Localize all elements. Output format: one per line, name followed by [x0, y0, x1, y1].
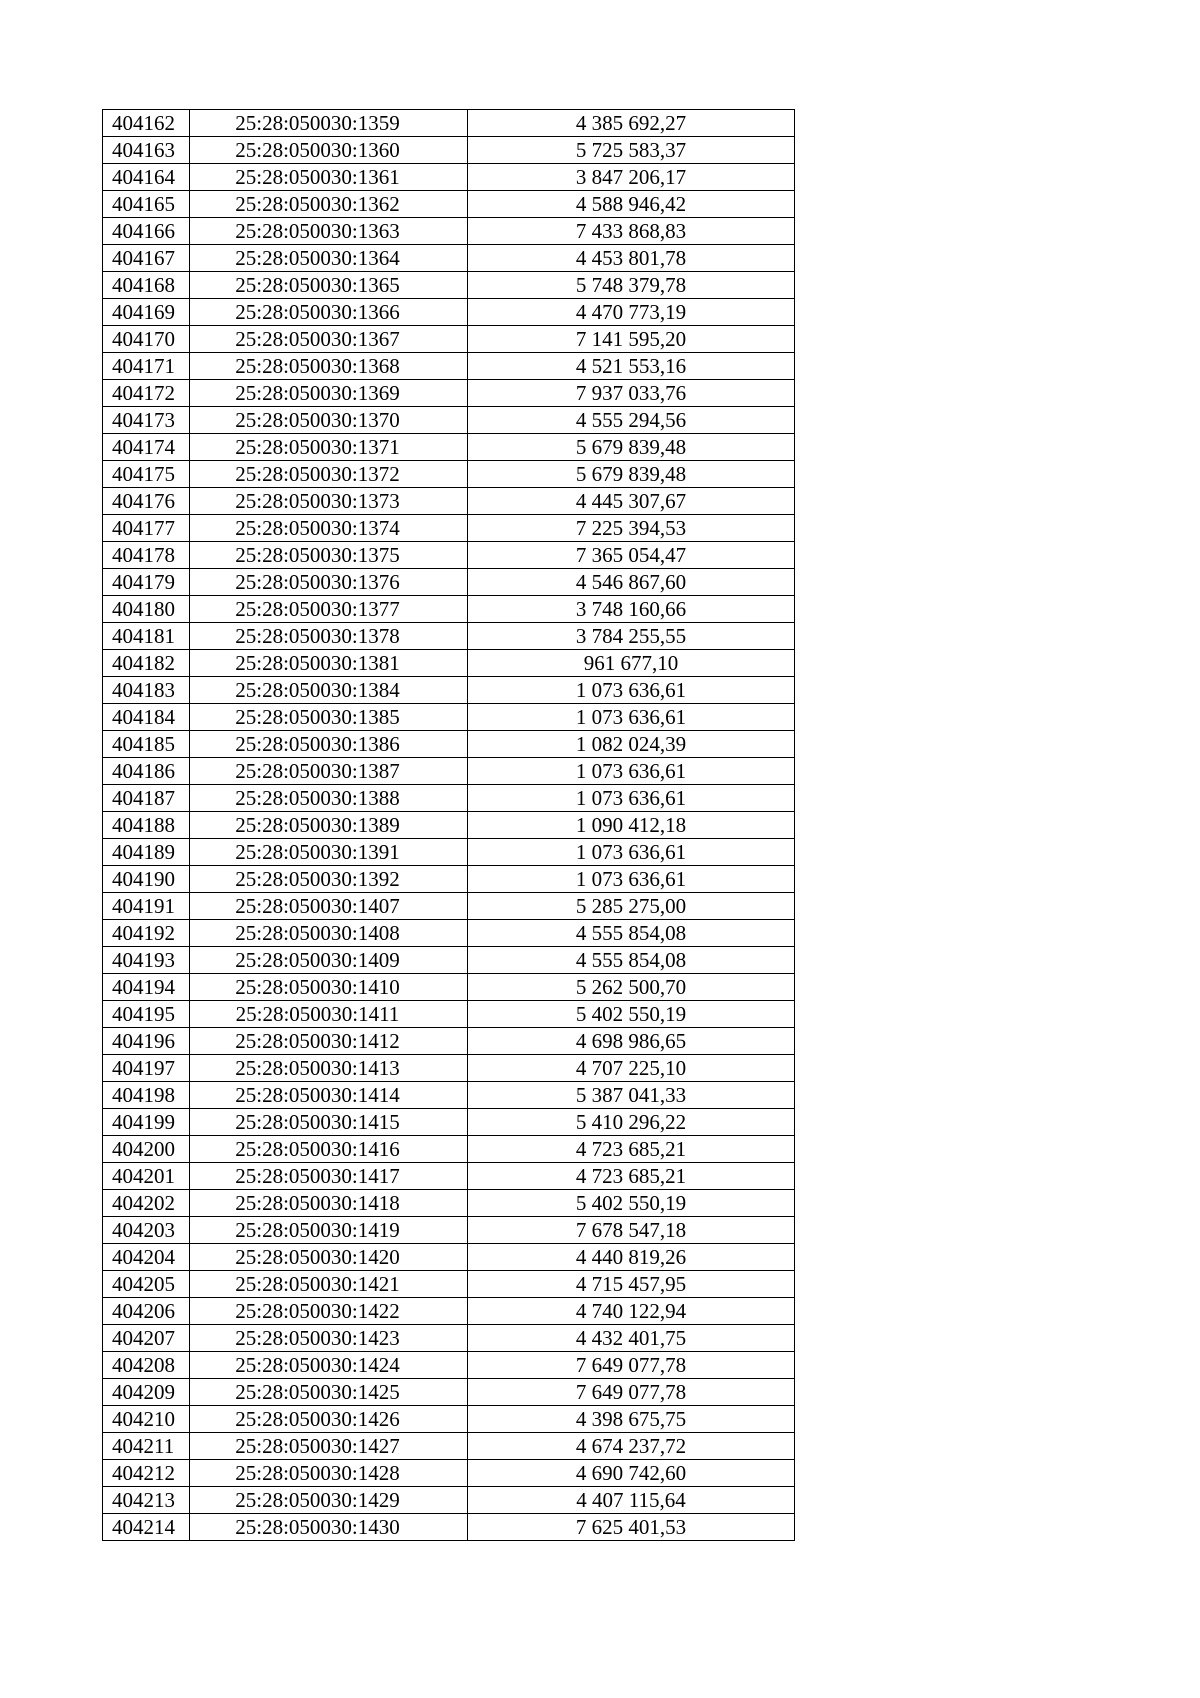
cadastral-number-cell: 25:28:050030:1413: [190, 1055, 468, 1082]
cadastral-value-cell: 4 588 946,42: [468, 191, 795, 218]
table-row: [103, 1163, 795, 1190]
cadastral-value-cell: 7 937 033,76: [468, 380, 795, 407]
table-row: [103, 218, 795, 245]
row-number-cell: 404200: [103, 1136, 190, 1163]
row-number-cell: 404176: [103, 488, 190, 515]
table-row: [103, 1217, 795, 1244]
cadastral-number-cell: 25:28:050030:1425: [190, 1379, 468, 1406]
row-number-cell: 404185: [103, 731, 190, 758]
row-number-cell: 404180: [103, 596, 190, 623]
cadastral-number-cell: 25:28:050030:1388: [190, 785, 468, 812]
cadastral-value-cell: 4 740 122,94: [468, 1298, 795, 1325]
row-number-cell: 404179: [103, 569, 190, 596]
cadastral-value-cell: 7 625 401,53: [468, 1514, 795, 1541]
cadastral-number-cell: 25:28:050030:1407: [190, 893, 468, 920]
cadastral-number-cell: 25:28:050030:1386: [190, 731, 468, 758]
cadastral-value-cell: 961 677,10: [468, 650, 795, 677]
row-number-cell: 404175: [103, 461, 190, 488]
table-row: [103, 1352, 795, 1379]
cadastral-number-cell: 25:28:050030:1416: [190, 1136, 468, 1163]
cadastral-value-cell: 1 090 412,18: [468, 812, 795, 839]
table-body: [103, 110, 795, 1541]
cadastral-value-cell: 1 073 636,61: [468, 785, 795, 812]
row-number-cell: 404205: [103, 1271, 190, 1298]
cadastral-value-cell: 5 387 041,33: [468, 1082, 795, 1109]
row-number-cell: 404171: [103, 353, 190, 380]
cadastral-value-cell: 7 433 868,83: [468, 218, 795, 245]
row-number-cell: 404199: [103, 1109, 190, 1136]
cadastral-number-cell: 25:28:050030:1362: [190, 191, 468, 218]
row-number-cell: 404166: [103, 218, 190, 245]
cadastral-value-cell: 5 725 583,37: [468, 137, 795, 164]
cadastral-value-table: [102, 109, 795, 1541]
cadastral-value-cell: 4 555 854,08: [468, 920, 795, 947]
table-row: [103, 677, 795, 704]
table-row: [103, 1109, 795, 1136]
row-number-cell: 404174: [103, 434, 190, 461]
cadastral-value-cell: 4 453 801,78: [468, 245, 795, 272]
table-row: [103, 758, 795, 785]
table-row: [103, 272, 795, 299]
row-number-cell: 404202: [103, 1190, 190, 1217]
cadastral-number-cell: 25:28:050030:1363: [190, 218, 468, 245]
cadastral-number-cell: 25:28:050030:1410: [190, 974, 468, 1001]
table-row: [103, 1001, 795, 1028]
row-number-cell: 404201: [103, 1163, 190, 1190]
cadastral-value-cell: 1 073 636,61: [468, 866, 795, 893]
cadastral-value-cell: 7 225 394,53: [468, 515, 795, 542]
cadastral-number-cell: 25:28:050030:1360: [190, 137, 468, 164]
table-row: [103, 1190, 795, 1217]
cadastral-value-cell: 4 521 553,16: [468, 353, 795, 380]
table-row: [103, 380, 795, 407]
row-number-cell: 404190: [103, 866, 190, 893]
cadastral-value-cell: 7 365 054,47: [468, 542, 795, 569]
table-row: [103, 1028, 795, 1055]
row-number-cell: 404173: [103, 407, 190, 434]
table-row: [103, 1379, 795, 1406]
row-number-cell: 404183: [103, 677, 190, 704]
table-row: [103, 299, 795, 326]
table-row: [103, 1460, 795, 1487]
row-number-cell: 404203: [103, 1217, 190, 1244]
row-number-cell: 404188: [103, 812, 190, 839]
table-row: [103, 1433, 795, 1460]
table-row: [103, 542, 795, 569]
cadastral-value-cell: 7 649 077,78: [468, 1352, 795, 1379]
cadastral-number-cell: 25:28:050030:1420: [190, 1244, 468, 1271]
cadastral-number-cell: 25:28:050030:1389: [190, 812, 468, 839]
table-row: [103, 407, 795, 434]
row-number-cell: 404164: [103, 164, 190, 191]
row-number-cell: 404189: [103, 839, 190, 866]
row-number-cell: 404186: [103, 758, 190, 785]
cadastral-number-cell: 25:28:050030:1359: [190, 110, 468, 137]
cadastral-value-cell: 5 410 296,22: [468, 1109, 795, 1136]
cadastral-number-cell: 25:28:050030:1392: [190, 866, 468, 893]
table-row: [103, 488, 795, 515]
cadastral-number-cell: 25:28:050030:1366: [190, 299, 468, 326]
cadastral-value-cell: 4 674 237,72: [468, 1433, 795, 1460]
table-row: [103, 920, 795, 947]
row-number-cell: 404191: [103, 893, 190, 920]
cadastral-number-cell: 25:28:050030:1423: [190, 1325, 468, 1352]
cadastral-number-cell: 25:28:050030:1371: [190, 434, 468, 461]
cadastral-number-cell: 25:28:050030:1368: [190, 353, 468, 380]
cadastral-value-cell: 4 698 986,65: [468, 1028, 795, 1055]
cadastral-number-cell: 25:28:050030:1409: [190, 947, 468, 974]
cadastral-value-cell: 4 398 675,75: [468, 1406, 795, 1433]
row-number-cell: 404197: [103, 1055, 190, 1082]
cadastral-number-cell: 25:28:050030:1415: [190, 1109, 468, 1136]
row-number-cell: 404162: [103, 110, 190, 137]
cadastral-number-cell: 25:28:050030:1375: [190, 542, 468, 569]
row-number-cell: 404198: [103, 1082, 190, 1109]
cadastral-number-cell: 25:28:050030:1387: [190, 758, 468, 785]
row-number-cell: 404214: [103, 1514, 190, 1541]
table-row: [103, 866, 795, 893]
cadastral-number-cell: 25:28:050030:1361: [190, 164, 468, 191]
cadastral-number-cell: 25:28:050030:1430: [190, 1514, 468, 1541]
row-number-cell: 404204: [103, 1244, 190, 1271]
row-number-cell: 404195: [103, 1001, 190, 1028]
table-row: [103, 1325, 795, 1352]
row-number-cell: 404211: [103, 1433, 190, 1460]
cadastral-value-cell: 4 407 115,64: [468, 1487, 795, 1514]
cadastral-number-cell: 25:28:050030:1381: [190, 650, 468, 677]
table-row: [103, 245, 795, 272]
cadastral-value-cell: 3 847 206,17: [468, 164, 795, 191]
table-row: [103, 1406, 795, 1433]
table-row: [103, 164, 795, 191]
table-row: [103, 137, 795, 164]
cadastral-value-cell: 4 707 225,10: [468, 1055, 795, 1082]
cadastral-number-cell: 25:28:050030:1364: [190, 245, 468, 272]
cadastral-value-cell: 3 748 160,66: [468, 596, 795, 623]
row-number-cell: 404167: [103, 245, 190, 272]
cadastral-number-cell: 25:28:050030:1376: [190, 569, 468, 596]
cadastral-value-cell: 4 385 692,27: [468, 110, 795, 137]
row-number-cell: 404207: [103, 1325, 190, 1352]
row-number-cell: 404208: [103, 1352, 190, 1379]
cadastral-number-cell: 25:28:050030:1374: [190, 515, 468, 542]
cadastral-number-cell: 25:28:050030:1377: [190, 596, 468, 623]
row-number-cell: 404187: [103, 785, 190, 812]
cadastral-value-cell: 1 073 636,61: [468, 758, 795, 785]
cadastral-value-cell: 4 546 867,60: [468, 569, 795, 596]
cadastral-number-cell: 25:28:050030:1385: [190, 704, 468, 731]
table-row: [103, 191, 795, 218]
row-number-cell: 404192: [103, 920, 190, 947]
cadastral-number-cell: 25:28:050030:1419: [190, 1217, 468, 1244]
table-row: [103, 704, 795, 731]
cadastral-value-cell: 5 262 500,70: [468, 974, 795, 1001]
table-row: [103, 1082, 795, 1109]
row-number-cell: 404196: [103, 1028, 190, 1055]
row-number-cell: 404178: [103, 542, 190, 569]
row-number-cell: 404209: [103, 1379, 190, 1406]
cadastral-value-cell: 4 440 819,26: [468, 1244, 795, 1271]
cadastral-number-cell: 25:28:050030:1418: [190, 1190, 468, 1217]
cadastral-number-cell: 25:28:050030:1369: [190, 380, 468, 407]
cadastral-number-cell: 25:28:050030:1422: [190, 1298, 468, 1325]
cadastral-value-cell: 4 715 457,95: [468, 1271, 795, 1298]
cadastral-number-cell: 25:28:050030:1372: [190, 461, 468, 488]
cadastral-number-cell: 25:28:050030:1411: [190, 1001, 468, 1028]
cadastral-value-cell: 4 445 307,67: [468, 488, 795, 515]
row-number-cell: 404210: [103, 1406, 190, 1433]
table-row: [103, 839, 795, 866]
cadastral-number-cell: 25:28:050030:1414: [190, 1082, 468, 1109]
row-number-cell: 404212: [103, 1460, 190, 1487]
table-row: [103, 1136, 795, 1163]
table-row: [103, 974, 795, 1001]
row-number-cell: 404181: [103, 623, 190, 650]
cadastral-number-cell: 25:28:050030:1367: [190, 326, 468, 353]
cadastral-value-cell: 4 555 854,08: [468, 947, 795, 974]
cadastral-value-cell: 3 784 255,55: [468, 623, 795, 650]
cadastral-value-cell: 1 073 636,61: [468, 677, 795, 704]
cadastral-value-cell: 4 723 685,21: [468, 1136, 795, 1163]
table-row: [103, 1271, 795, 1298]
table-row: [103, 623, 795, 650]
cadastral-value-cell: 1 073 636,61: [468, 704, 795, 731]
cadastral-value-cell: 4 432 401,75: [468, 1325, 795, 1352]
cadastral-number-cell: 25:28:050030:1370: [190, 407, 468, 434]
row-number-cell: 404169: [103, 299, 190, 326]
cadastral-value-cell: 5 679 839,48: [468, 461, 795, 488]
row-number-cell: 404163: [103, 137, 190, 164]
row-number-cell: 404170: [103, 326, 190, 353]
table-row: [103, 326, 795, 353]
table-row: [103, 785, 795, 812]
row-number-cell: 404193: [103, 947, 190, 974]
table-row: [103, 1055, 795, 1082]
cadastral-value-cell: 7 141 595,20: [468, 326, 795, 353]
cadastral-value-cell: 1 082 024,39: [468, 731, 795, 758]
table-row: [103, 1244, 795, 1271]
cadastral-value-cell: 7 649 077,78: [468, 1379, 795, 1406]
cadastral-value-cell: 4 555 294,56: [468, 407, 795, 434]
row-number-cell: 404213: [103, 1487, 190, 1514]
table-row: [103, 731, 795, 758]
cadastral-value-cell: 5 679 839,48: [468, 434, 795, 461]
row-number-cell: 404177: [103, 515, 190, 542]
cadastral-value-cell: 5 402 550,19: [468, 1190, 795, 1217]
table-row: [103, 1298, 795, 1325]
cadastral-value-cell: 7 678 547,18: [468, 1217, 795, 1244]
cadastral-number-cell: 25:28:050030:1427: [190, 1433, 468, 1460]
cadastral-number-cell: 25:28:050030:1428: [190, 1460, 468, 1487]
cadastral-value-cell: 5 748 379,78: [468, 272, 795, 299]
cadastral-number-cell: 25:28:050030:1426: [190, 1406, 468, 1433]
cadastral-number-cell: 25:28:050030:1429: [190, 1487, 468, 1514]
row-number-cell: 404194: [103, 974, 190, 1001]
cadastral-value-cell: 4 723 685,21: [468, 1163, 795, 1190]
row-number-cell: 404172: [103, 380, 190, 407]
table-row: [103, 1514, 795, 1541]
table-row: [103, 596, 795, 623]
cadastral-number-cell: 25:28:050030:1408: [190, 920, 468, 947]
cadastral-value-cell: 1 073 636,61: [468, 839, 795, 866]
cadastral-number-cell: 25:28:050030:1424: [190, 1352, 468, 1379]
table-row: [103, 434, 795, 461]
cadastral-value-cell: 5 402 550,19: [468, 1001, 795, 1028]
cadastral-number-cell: 25:28:050030:1421: [190, 1271, 468, 1298]
table-row: [103, 947, 795, 974]
cadastral-value-cell: 5 285 275,00: [468, 893, 795, 920]
cadastral-number-cell: 25:28:050030:1384: [190, 677, 468, 704]
cadastral-value-cell: 4 470 773,19: [468, 299, 795, 326]
cadastral-number-cell: 25:28:050030:1391: [190, 839, 468, 866]
table-row: [103, 1487, 795, 1514]
table-row: [103, 353, 795, 380]
cadastral-number-cell: 25:28:050030:1417: [190, 1163, 468, 1190]
table-row: [103, 893, 795, 920]
table-row: [103, 515, 795, 542]
cadastral-number-cell: 25:28:050030:1378: [190, 623, 468, 650]
table-row: [103, 461, 795, 488]
row-number-cell: 404206: [103, 1298, 190, 1325]
table-row: [103, 569, 795, 596]
cadastral-number-cell: 25:28:050030:1365: [190, 272, 468, 299]
table-row: [103, 812, 795, 839]
table-row: [103, 650, 795, 677]
row-number-cell: 404165: [103, 191, 190, 218]
cadastral-number-cell: 25:28:050030:1412: [190, 1028, 468, 1055]
row-number-cell: 404168: [103, 272, 190, 299]
table-row: [103, 110, 795, 137]
cadastral-number-cell: 25:28:050030:1373: [190, 488, 468, 515]
row-number-cell: 404184: [103, 704, 190, 731]
row-number-cell: 404182: [103, 650, 190, 677]
cadastral-value-cell: 4 690 742,60: [468, 1460, 795, 1487]
